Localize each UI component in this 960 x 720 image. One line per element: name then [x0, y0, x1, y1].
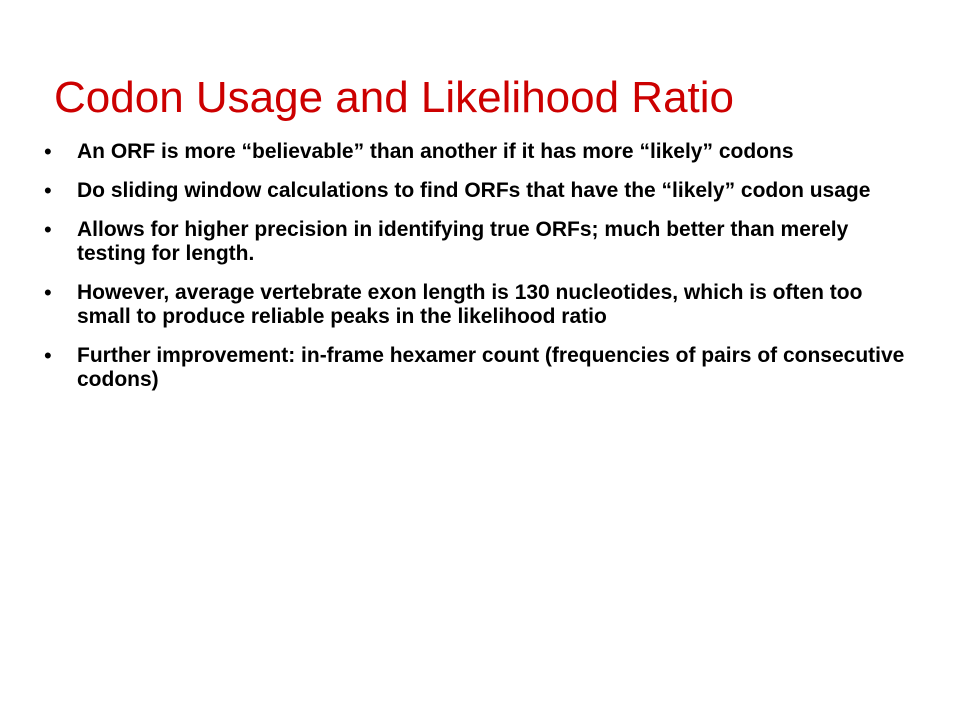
- bullet-item: [40, 179, 920, 203]
- bullet-item: [40, 140, 920, 164]
- slide-title: Codon Usage and Likelihood Ratio: [54, 73, 735, 122]
- bullet-text: However, average vertebrate exon length is 130 nucleotides, which is often too small to produce reliable peaks in the likelihood ratio: [77, 281, 863, 328]
- bullet-icon: •: [44, 217, 52, 242]
- bullet-text: An ORF is more “believable” than another if it has more “likely” codons: [77, 140, 794, 163]
- bullet-text: Allows for higher precision in identifying true ORFs; much better than merely testing for length.: [77, 218, 849, 265]
- bullet-icon: •: [44, 343, 52, 368]
- bullet-item: [40, 281, 920, 329]
- bullet-icon: •: [44, 139, 52, 164]
- bullet-icon: •: [44, 178, 52, 203]
- bullet-text: Do sliding window calculations to find ORFs that have the “likely” codon usage: [77, 179, 871, 202]
- bullet-icon: •: [44, 280, 52, 305]
- bullet-list: [40, 140, 920, 407]
- bullet-item: [40, 218, 920, 266]
- bullet-text: Further improvement: in-frame hexamer count (frequencies of pairs of consecutive codons): [77, 344, 905, 391]
- bullet-item: [40, 344, 920, 392]
